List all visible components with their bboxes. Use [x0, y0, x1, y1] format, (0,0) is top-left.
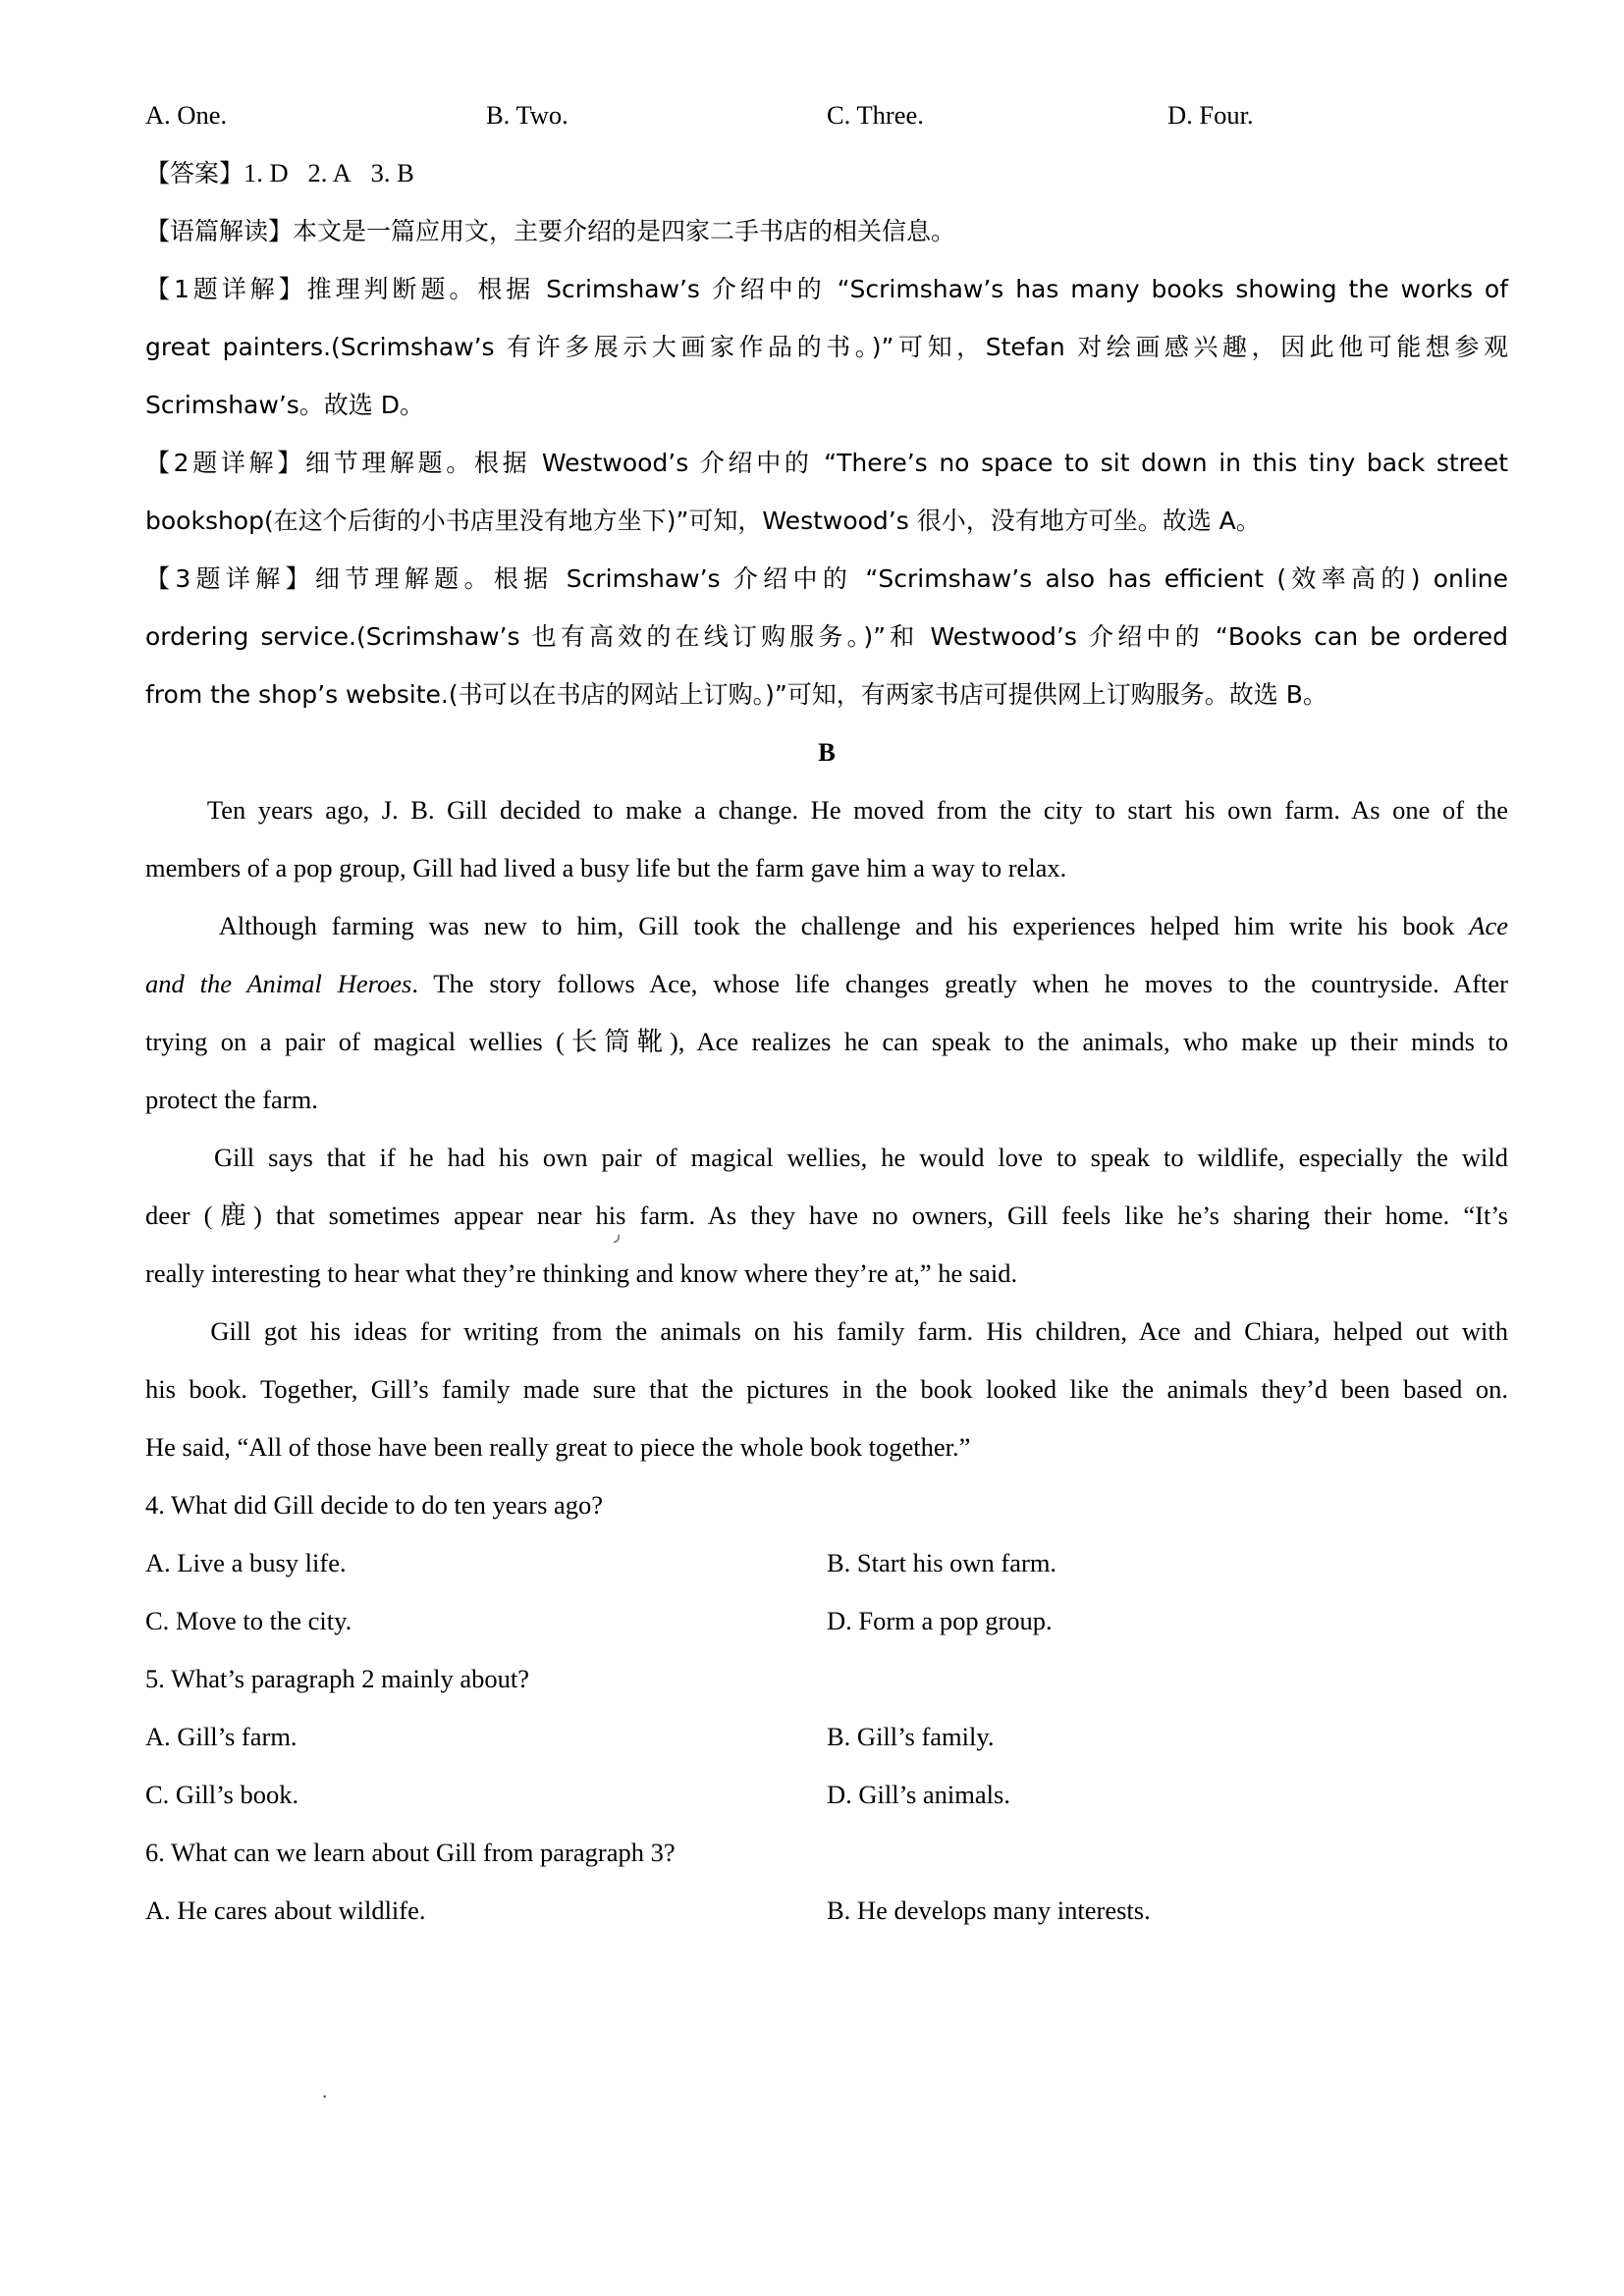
passage-p2-line-1 [145, 897, 1508, 955]
explanation-1 [145, 260, 1508, 434]
passage-p2-line-3: trying on a pair of magical wellies (长筒靴), Ace realizes he can speak to the animals, who make up their minds to [145, 1027, 1508, 1056]
passage-p4-line-3: He said, “All of those have been really great to piece the whole book together.” [145, 1432, 971, 1462]
answer-key-tag: 【答案】 [145, 159, 244, 187]
question-5-option-a[interactable]: A. Gill’s farm. [145, 1722, 298, 1751]
answer-key-values: 1. D 2. A 3. B [244, 158, 414, 187]
explanation-3 [145, 550, 1508, 723]
explanation-3-tag: 【3题详解】 [145, 564, 315, 593]
choice-option-c[interactable]: C. Three. [827, 100, 924, 130]
passage-p3-line-3: really interesting to hear what they’re thinking and know where they’re at,” he said. [145, 1258, 1018, 1288]
passage-p2-line-4: protect the farm. [145, 1085, 318, 1114]
question-5-option-b[interactable]: B. Gill’s family. [827, 1722, 995, 1751]
passage-p1-line-1 [145, 781, 1508, 839]
question-5-option-c[interactable]: C. Gill’s book. [145, 1780, 299, 1809]
explanation-1-text-1: 推理判断题。根据 Scrimshaw’s 介绍中的 “Scrimshaw’s has many books showing the works of [306, 275, 1508, 303]
question-5-stem: 5. What’s paragraph 2 mainly about? [145, 1664, 530, 1693]
explanation-1-line-3: Scrimshaw’s。故选 D。 [145, 391, 424, 419]
passage-paragraph-3 [145, 1129, 1508, 1303]
stray-mark-upper: ٫ [614, 1224, 621, 1246]
choice-option-d[interactable]: D. Four. [1167, 100, 1254, 130]
question-6-option-b[interactable]: B. He develops many interests. [827, 1896, 1151, 1925]
explanation-2-text-1: 细节理解题。根据 Westwood’s 介绍中的 “There’s no space to sit down in this tiny back street [304, 449, 1508, 477]
choice-row-q3 [145, 86, 1508, 144]
question-4-option-c[interactable]: C. Move to the city. [145, 1606, 352, 1635]
passage-p2-text-1: Although farming was new to him, Gill took the challenge and his experiences helped him write his book Ace [218, 911, 1509, 940]
passage-p1-text-1: Ten years ago, J. B. Gill decided to make a change. He moved from the city to start his own farm. As one of the [206, 795, 1508, 825]
explanation-2-tag: 【2题详解】 [145, 449, 305, 477]
explanation-2-line-2: bookshop(在这个后街的小书店里没有地方坐下)”可知，Westwood’s 很小，没有地方可坐。故选 A。 [145, 507, 1261, 535]
explanation-3-line-1 [145, 550, 1508, 608]
passage-p3-text-1: Gill says that if he had his own pair of magical wellies, he would love to speak to wildlife, especially the wild [213, 1143, 1509, 1172]
question-4-option-a[interactable]: A. Live a busy life. [145, 1548, 347, 1577]
passage-p4-line-2: his book. Together, Gill’s family made sure that the pictures in the book looked like the animals they’d been based on. [145, 1374, 1508, 1404]
choice-option-a[interactable]: A. One. [145, 100, 228, 130]
passage-paragraph-1 [145, 781, 1508, 897]
explanation-3-line-2: ordering service.(Scrimshaw’s 也有高效的在线订购服务。)”和 Westwood’s 介绍中的 “Books can be ordered [145, 622, 1508, 651]
question-6-row-1 [145, 1882, 1508, 1940]
explanation-1-line-1 [145, 260, 1508, 318]
passage-p2-line-2: and the Animal Heroes. The story follows Ace, whose life changes greatly when he moves to the countryside. After [145, 969, 1508, 998]
question-6-stem: 6. What can we learn about Gill from paragraph 3? [145, 1838, 676, 1867]
explanation-3-line-3: from the shop’s website.(书可以在书店的网站上订购。)”可知，有两家书店可提供网上订购服务。故选 B。 [145, 680, 1327, 709]
explanation-2-line-1 [145, 434, 1508, 492]
passage-analysis-tag: 【语篇解读】 [145, 217, 294, 245]
passage-analysis-line [145, 202, 1508, 260]
passage-p1-line-2: members of a pop group, Gill had lived a busy life but the farm gave him a way to relax. [145, 853, 1067, 882]
passage-paragraph-2 [145, 897, 1508, 1129]
question-4-row-1 [145, 1534, 1508, 1592]
question-6-option-a[interactable]: A. He cares about wildlife. [145, 1896, 426, 1925]
passage-analysis-text: 本文是一篇应用文，主要介绍的是四家二手书店的相关信息。 [293, 217, 956, 245]
question-5-row-1 [145, 1708, 1508, 1766]
passage-p3-line-2: deer (鹿) that sometimes appear near his farm. As they have no owners, Gill feels like he’s sharing their home. “It’s [145, 1201, 1508, 1230]
question-5-row-2 [145, 1766, 1508, 1824]
section-letter-b: B [818, 737, 836, 767]
passage-p4-text-1: Gill got his ideas for writing from the animals on his family farm. His children, Ace and Chiara, helped out with [210, 1316, 1508, 1346]
question-4-option-d[interactable]: D. Form a pop group. [827, 1606, 1053, 1635]
stray-mark-lower: . [322, 2078, 328, 2103]
choice-option-b[interactable]: B. Two. [486, 100, 568, 130]
question-4-option-b[interactable]: B. Start his own farm. [827, 1548, 1057, 1577]
passage-paragraph-4 [145, 1303, 1508, 1476]
question-4-row-2 [145, 1592, 1508, 1650]
passage-p3-line-1 [145, 1129, 1508, 1187]
explanation-3-text-1: 细节理解题。根据 Scrimshaw’s 介绍中的 “Scrimshaw’s also has efficient (效率高的) online [314, 564, 1509, 593]
document-body [145, 86, 1508, 1940]
question-5-option-d[interactable]: D. Gill’s animals. [827, 1780, 1010, 1809]
passage-p4-line-1 [145, 1303, 1508, 1361]
explanation-1-tag: 【1题详解】 [145, 275, 307, 303]
question-4-stem: 4. What did Gill decide to do ten years ago? [145, 1490, 604, 1520]
explanation-2 [145, 434, 1508, 550]
answer-key-line [145, 144, 1508, 202]
explanation-1-line-2: great painters.(Scrimshaw’s 有许多展示大画家作品的书。)”可知，Stefan 对绘画感兴趣，因此他可能想参观 [145, 333, 1508, 361]
